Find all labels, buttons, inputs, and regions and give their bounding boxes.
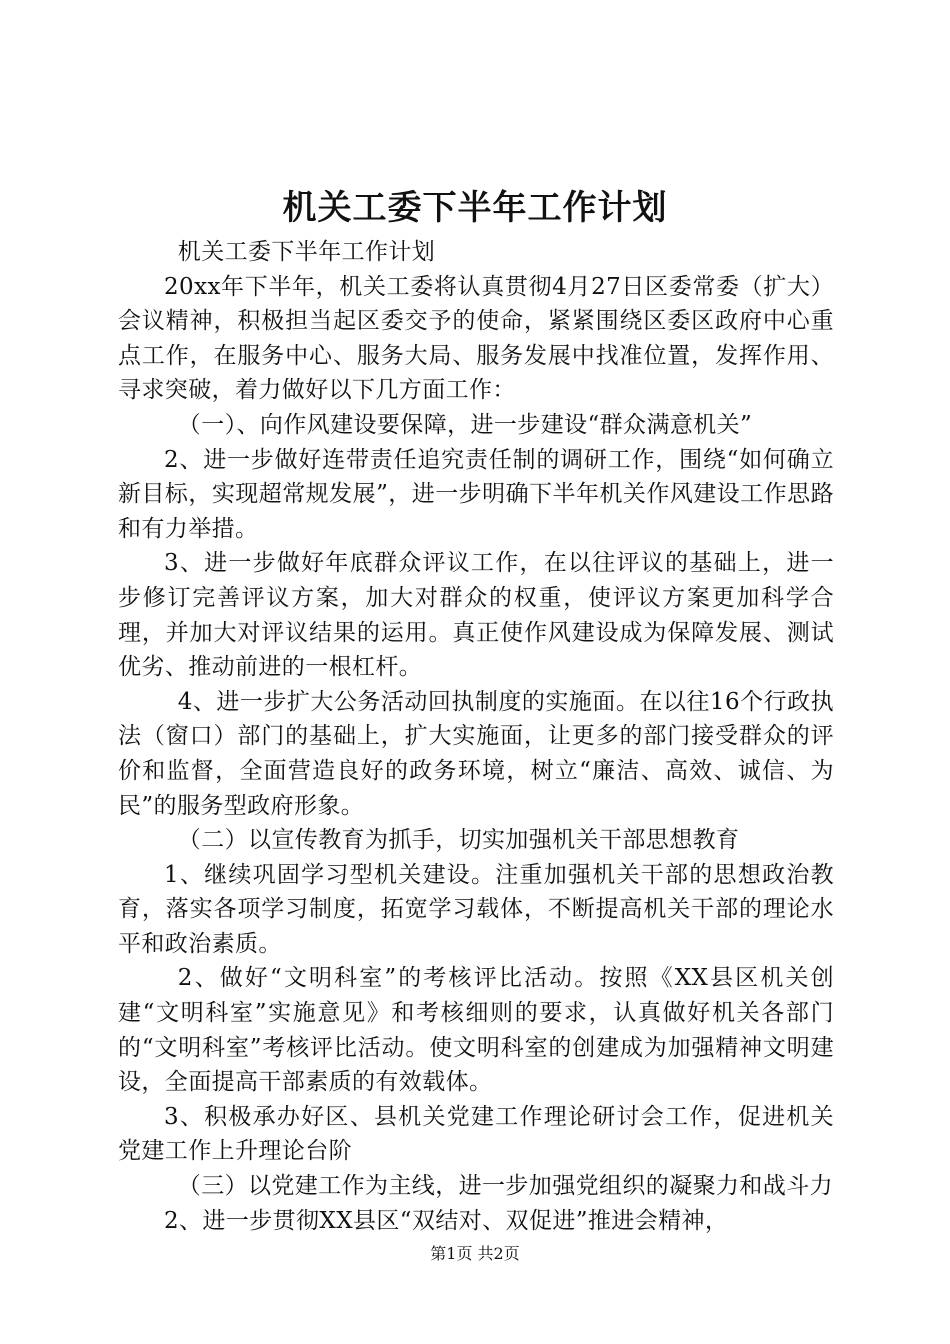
document-body bbox=[118, 235, 834, 1238]
paragraph-item: 2、进一步贯彻XX县区“双结对、双促进”推进会精神， bbox=[164, 1207, 729, 1234]
section-heading-2: （二）以宣传教育为抓手，切实加强机关干部思想教育 bbox=[177, 827, 740, 854]
paragraph-item: 3、进一步做好年底群众评议工作，在以往评议的基础上，进一步修订完善评议方案，加大对群众的权重，使评议方案更加科学合理，并加大对评议结果的运用。真正使作风建设成为保障发展、测试优劣、推动前进的一根杠杆。 bbox=[118, 550, 834, 681]
paragraph-item: 2、进一步做好连带责任追究责任制的调研工作，围绕“如何确立新目标，实现超常规发展”，进一步明确下半年机关作风建设工作思路和有力举措。 bbox=[118, 446, 834, 542]
section-heading-3: （三）以党建工作为主线，进一步加强党组织的凝聚力和战斗力 bbox=[177, 1173, 833, 1200]
paragraph-intro: 20xx年下半年，机关工委将认真贯彻4月27日区委常委（扩大）会议精神，积极担当起区委交予的使命，紧紧围绕区委区政府中心重点工作，在服务中心、服务大局、服务发展中找准位置，发挥作用、寻求突破，着力做好以下几方面工作： bbox=[118, 273, 834, 404]
paragraph-heading-repeat: 机关工委下半年工作计划 bbox=[177, 239, 436, 265]
document-title: 机关工委下半年工作计划 bbox=[282, 188, 668, 228]
section-heading-1: （一）、向作风建设要保障，进一步建设“群众满意机关” bbox=[177, 411, 753, 438]
paragraph-item: 3、积极承办好区、县机关党建工作理论研讨会工作，促进机关党建工作上升理论台阶 bbox=[118, 1103, 834, 1165]
paragraph-item: 2、做好“文明科室”的考核评比活动。按照《XX县区机关创建“文明科室”实施意见》和考核细则的要求，认真做好机关各部门的“文明科室”考核评比活动。使文明科室的创建成为加强精神文明建设，全面提高干部素质的有效载体。 bbox=[118, 965, 834, 1096]
page-indicator: 第1页 共2页 bbox=[430, 1244, 520, 1263]
paragraph-item: 1、继续巩固学习型机关建设。注重加强机关干部的思想政治教育，落实各项学习制度，拓宽学习载体，不断提高机关干部的理论水平和政治素质。 bbox=[118, 861, 834, 957]
paragraph-item: 4、进一步扩大公务活动回执制度的实施面。在以往16个行政执法（窗口）部门的基础上，扩大实施面，让更多的部门接受群众的评价和监督，全面营造良好的政务环境，树立“廉洁、高效、诚信、为民”的服务型政府形象。 bbox=[118, 688, 834, 819]
